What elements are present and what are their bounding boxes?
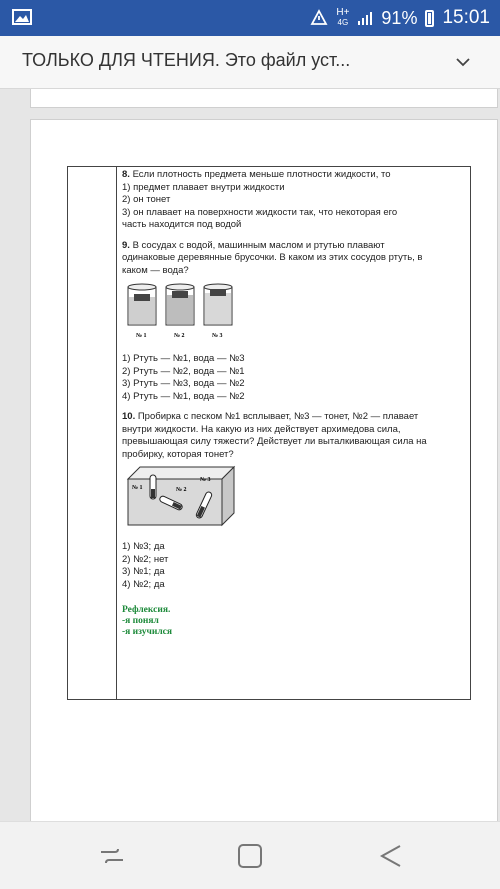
signal-icon	[357, 10, 373, 26]
status-bar	[0, 0, 500, 36]
image-icon	[12, 9, 32, 25]
q9-option: 3) Ртуть — №3, вода — №2	[122, 378, 245, 389]
reflection-title: Рефлексия.	[122, 605, 171, 615]
alarm-icon	[310, 9, 328, 27]
q9-option: 4) Ртуть — №1, вода — №2	[122, 390, 245, 402]
q8-option: 3) он плавает на поверхности жидкости так, что некоторая его	[122, 206, 398, 218]
battery-percent: 91%	[381, 7, 418, 28]
home-icon[interactable]	[236, 844, 264, 868]
question-content	[122, 169, 466, 638]
table-column-divider	[116, 167, 117, 699]
q10-option: 3) №1; да	[122, 566, 165, 577]
q10-option: 1) №3; да	[122, 541, 165, 552]
reflection-item: -я понял	[122, 616, 159, 626]
q8-text: 8. Если плотность предмета меньше плотности жидкости, то	[122, 169, 391, 180]
jar-2	[166, 284, 194, 325]
tank-figure	[126, 465, 236, 527]
document-title: ТОЛЬКО ДЛЯ ЧТЕНИЯ. Это файл уст...	[22, 50, 351, 70]
q8-option: часть находится под водой	[122, 219, 242, 230]
q8-option: 1) предмет плавает внутри жидкости	[122, 181, 285, 193]
q10-text-line: превышающая силу тяжести? Действует ли выталкивающая сила на	[122, 436, 427, 447]
jar-1	[128, 284, 156, 325]
chevron-down-icon[interactable]	[456, 55, 470, 69]
tube-label-3: № 3	[200, 477, 211, 483]
clock: 15:01	[442, 7, 490, 28]
tube-label-2: № 2	[176, 487, 187, 493]
q10-text-line: внутри жидкости. На какую из них действует архимедова сила,	[122, 423, 401, 435]
back-icon[interactable]	[376, 844, 404, 868]
jar-3	[204, 284, 232, 325]
q9-text-line: одинаковые деревянные брусочки. В каком из этих сосудов ртуть, в	[122, 252, 423, 263]
q10-option: 4) №2; да	[122, 578, 165, 590]
jar-label-1: № 1	[136, 333, 147, 339]
q8-option: 2) он тонет	[122, 194, 171, 205]
test-tube-1	[150, 475, 156, 499]
jar-label-2: № 2	[174, 333, 185, 339]
tube-label-1: № 1	[132, 485, 143, 491]
previous-page	[30, 89, 498, 108]
battery-icon	[425, 10, 434, 27]
q10-text-line: пробирку, которая тонет?	[122, 448, 234, 460]
q9-text-line: каком — вода?	[122, 264, 189, 276]
jar-label-3: № 3	[212, 333, 223, 339]
document-viewer[interactable]	[0, 89, 500, 821]
document-page	[30, 119, 498, 821]
q9-option: 2) Ртуть — №2, вода — №1	[122, 365, 245, 377]
jars-figure	[126, 281, 236, 339]
navigation-bar	[0, 821, 500, 889]
question-table	[67, 166, 471, 700]
title-bar	[0, 36, 500, 89]
network-indicator: H+ 4G	[336, 7, 350, 27]
reflection-item: -я изучился	[122, 627, 173, 637]
q10-option: 2) №2; нет	[122, 553, 169, 565]
q9-text: 9. В сосудах с водой, машинным маслом и ртутью плавают	[122, 239, 385, 251]
q9-option: 1) Ртуть — №1, вода — №3	[122, 353, 245, 364]
recent-apps-icon[interactable]	[98, 844, 126, 868]
q10-text: 10. Пробирка с песком №1 всплывает, №3 — тонет, №2 — плавает	[122, 411, 419, 422]
